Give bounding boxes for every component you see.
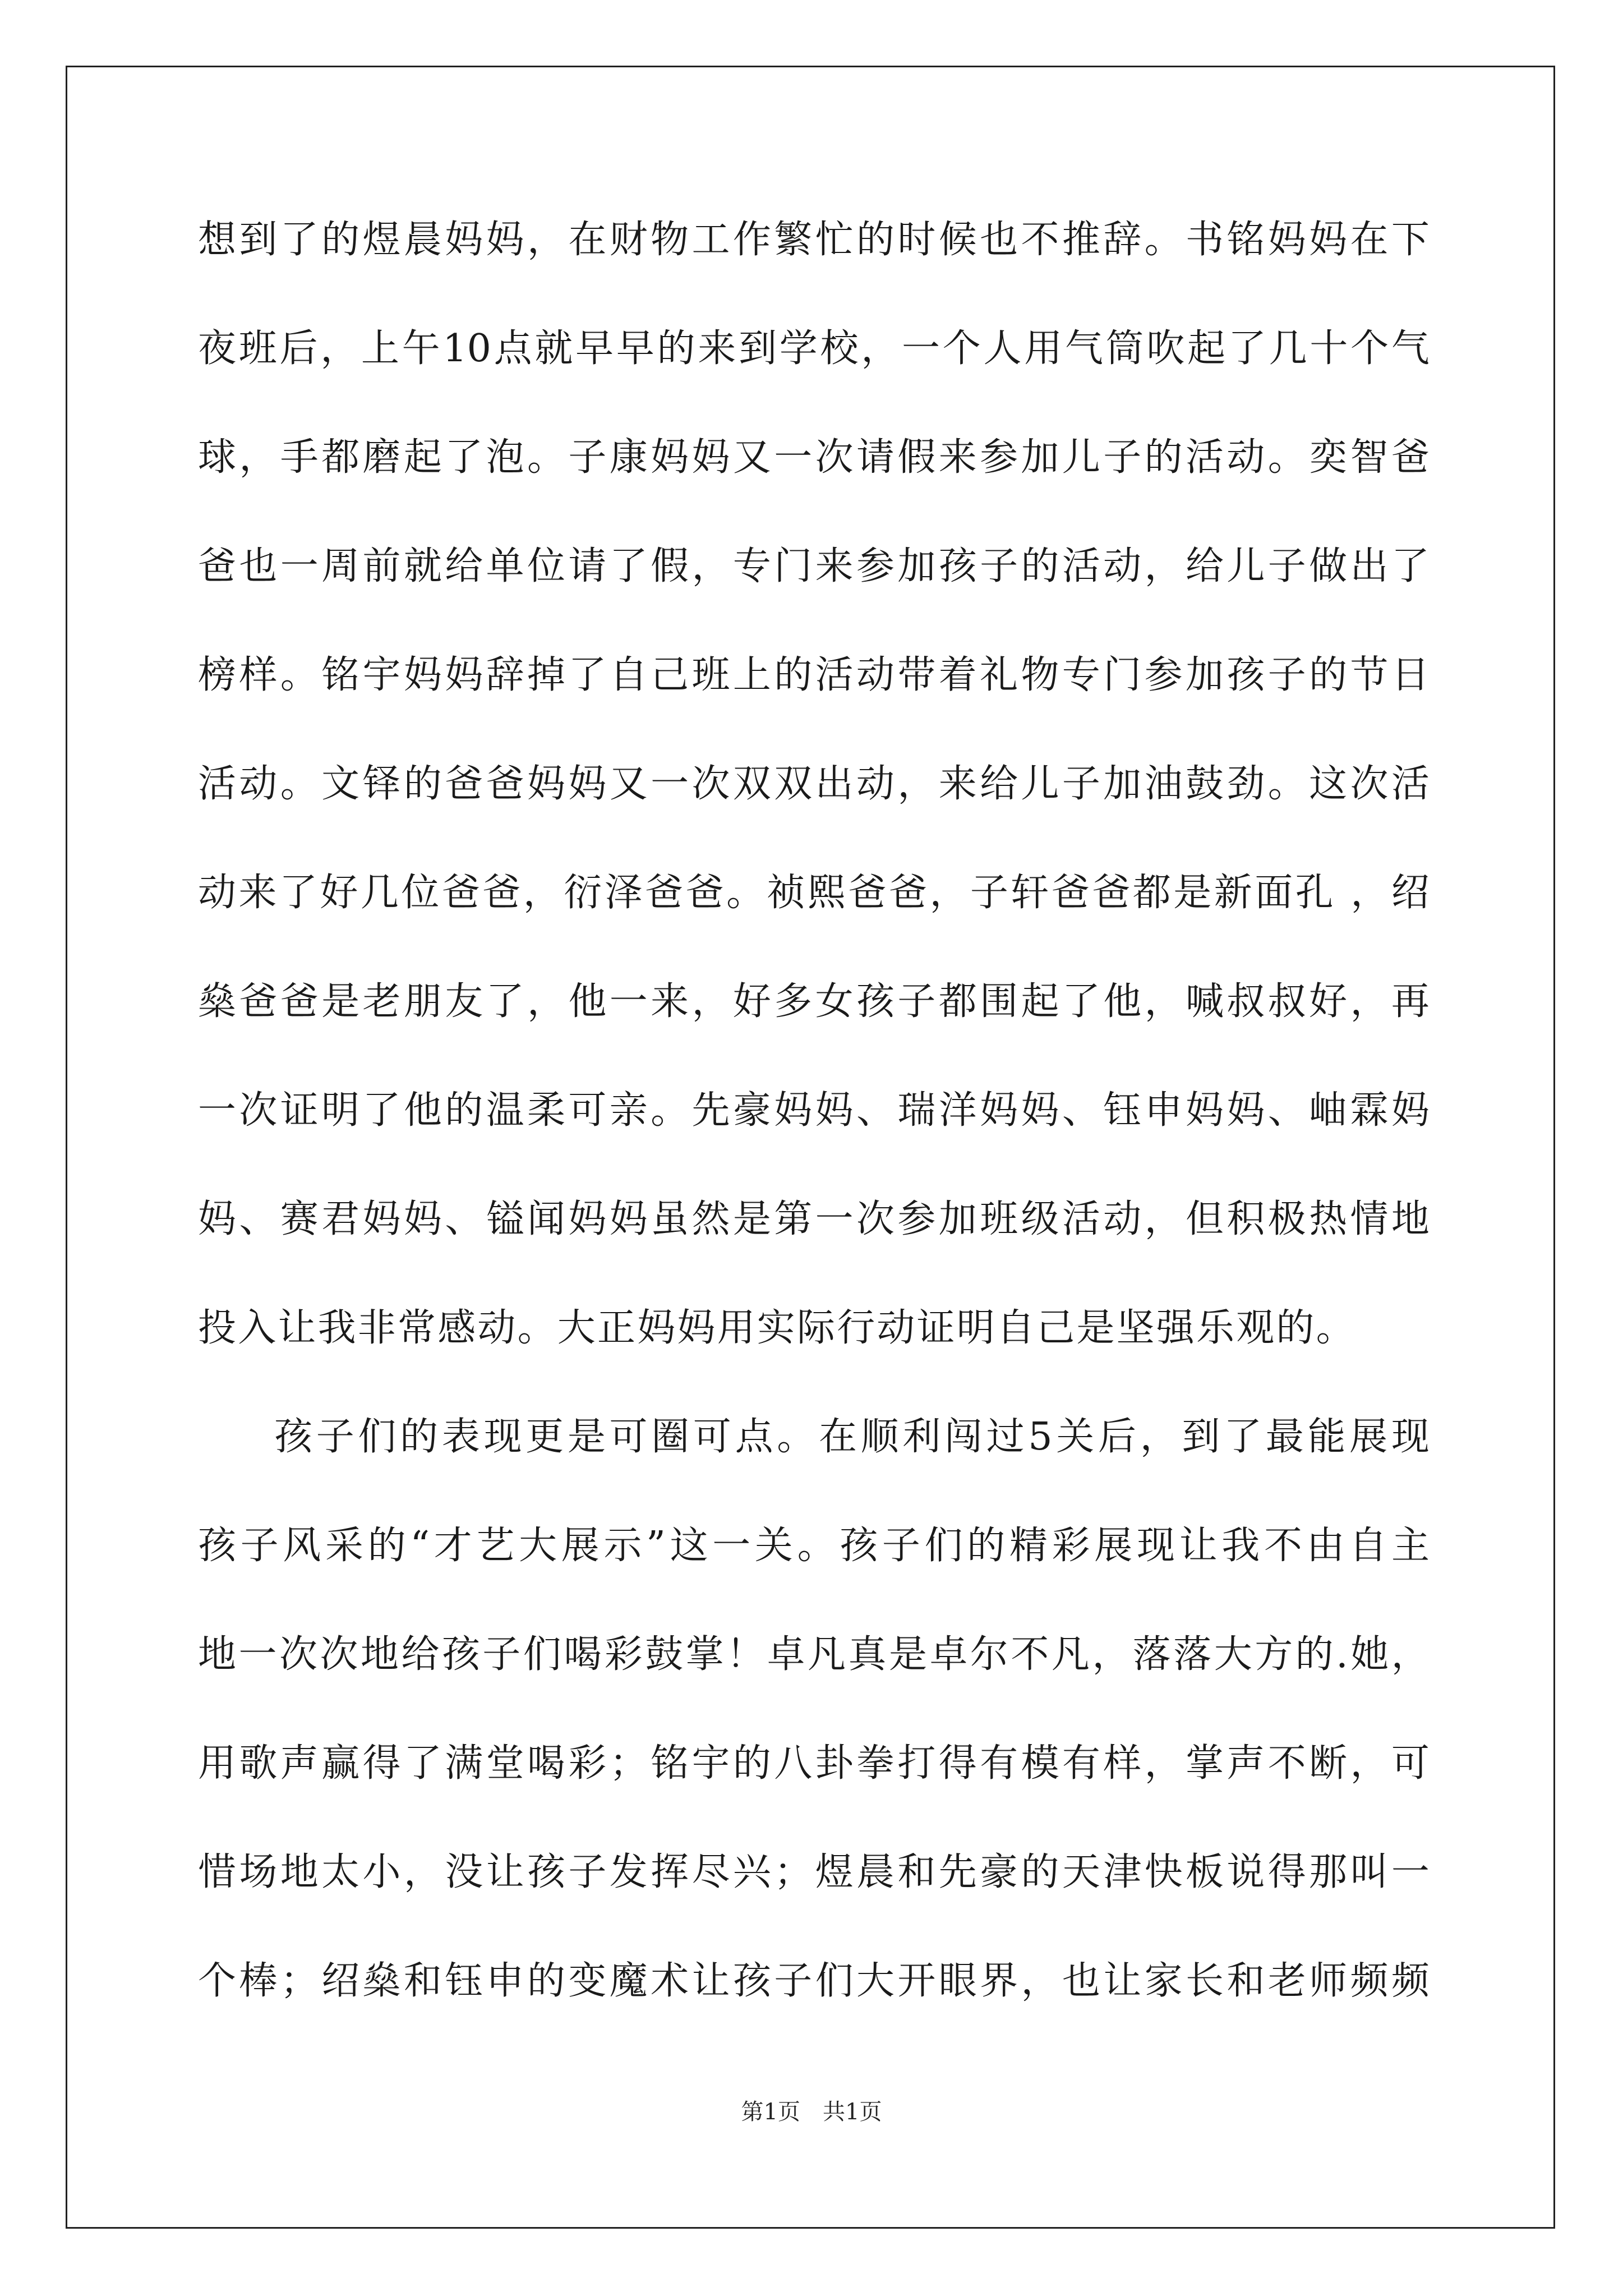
page-footer — [0, 2095, 1623, 2129]
text-line: 用 歌 声 赢 得 了 满 堂 喝 彩 ； 铭 宇 的 八 卦 拳 打 得 有 模 有 样 ， 掌 声 不 断 ， 可 — [198, 1741, 1430, 1786]
text-line: 妈 、 赛 君 妈 妈 、 镒 闻 妈 妈 虽 然 是 第 一 次 参 加 班 级 活 动 ， 但 积 极 热 情 地 — [198, 1197, 1430, 1241]
text-line: 爸 也 一 周 前 就 给 单 位 请 了 假 ， 专 门 来 参 加 孩 子 的 活 动 ， 给 儿 子 做 出 了 — [198, 544, 1430, 588]
text-line: 榜 样 。 铭 宇 妈 妈 辞 掉 了 自 己 班 上 的 活 动 带 着 礼 物 专 门 参 加 孩 子 的 节 日 — [198, 653, 1430, 697]
text-line: 投入让我非常感动。大正妈妈用实际行动证明自己是坚强乐观的。 — [198, 1306, 1356, 1350]
text-line: 夜 班 后 ， 上 午 10 点 就 早 早 的 来 到 学 校 ， 一 个 人 用 气 筒 吹 起 了 几 十 个 气 — [198, 326, 1430, 371]
text-line: 孩 子 们 的 表 现 更 是 可 圈 可 点 。 在 顺 利 闯 过 5 关 后 ， 到 了 最 能 展 现 — [274, 1415, 1430, 1459]
paragraph-2 — [198, 1404, 1430, 2056]
text-line: 孩 子 风 采 的 “ 才 艺 大 展 示 ” 这 一 关 。 孩 子 们 的 精 彩 展 现 让 我 不 由 自 主 — [198, 1524, 1430, 1568]
text-line: 个 棒 ； 绍 燊 和 钰 申 的 变 魔 术 让 孩 子 们 大 开 眼 界 ， 也 让 家 长 和 老 师 频 频 — [198, 1959, 1430, 2003]
paragraph-1 — [198, 206, 1430, 1404]
text-line: 动 来 了 好 几 位 爸 爸 ， 衍 泽 爸 爸 。 祯 熙 爸 爸 ， 子 轩 爸 爸 都 是 新 面 孔 ， 绍 — [198, 871, 1430, 915]
text-line: 一 次 证 明 了 他 的 温 柔 可 亲 。 先 豪 妈 妈 、 瑞 洋 妈 妈 、 钰 申 妈 妈 、 岫 霖 妈 — [198, 1088, 1430, 1133]
text-line: 活 动 。 文 铎 的 爸 爸 妈 妈 又 一 次 双 双 出 动 ， 来 给 儿 子 加 油 鼓 劲 。 这 次 活 — [198, 762, 1430, 806]
text-line: 地 一 次 次 地 给 孩 子 们 喝 彩 鼓 掌 ！ 卓 凡 真 是 卓 尔 不 凡 ， 落 落 大 方 的 . 她 ， — [198, 1632, 1430, 1677]
text-line: 球 ， 手 都 磨 起 了 泡 。 子 康 妈 妈 又 一 次 请 假 来 参 加 儿 子 的 活 动 。 奕 智 爸 — [198, 435, 1430, 480]
page-number: 第1页 — [741, 2099, 800, 2125]
document-body — [198, 206, 1430, 2056]
text-line: 想 到 了 的 煜 晨 妈 妈 ， 在 财 物 工 作 繁 忙 的 时 候 也 不 推 辞 。 书 铭 妈 妈 在 下 — [198, 218, 1430, 262]
text-line: 惜 场 地 太 小 ， 没 让 孩 子 发 挥 尽 兴 ； 煜 晨 和 先 豪 的 天 津 快 板 说 得 那 叫 一 — [198, 1850, 1430, 1894]
text-line: 燊 爸 爸 是 老 朋 友 了 ， 他 一 来 ， 好 多 女 孩 子 都 围 起 了 他 ， 喊 叔 叔 好 ， 再 — [198, 979, 1430, 1024]
page-total: 共1页 — [823, 2099, 882, 2125]
